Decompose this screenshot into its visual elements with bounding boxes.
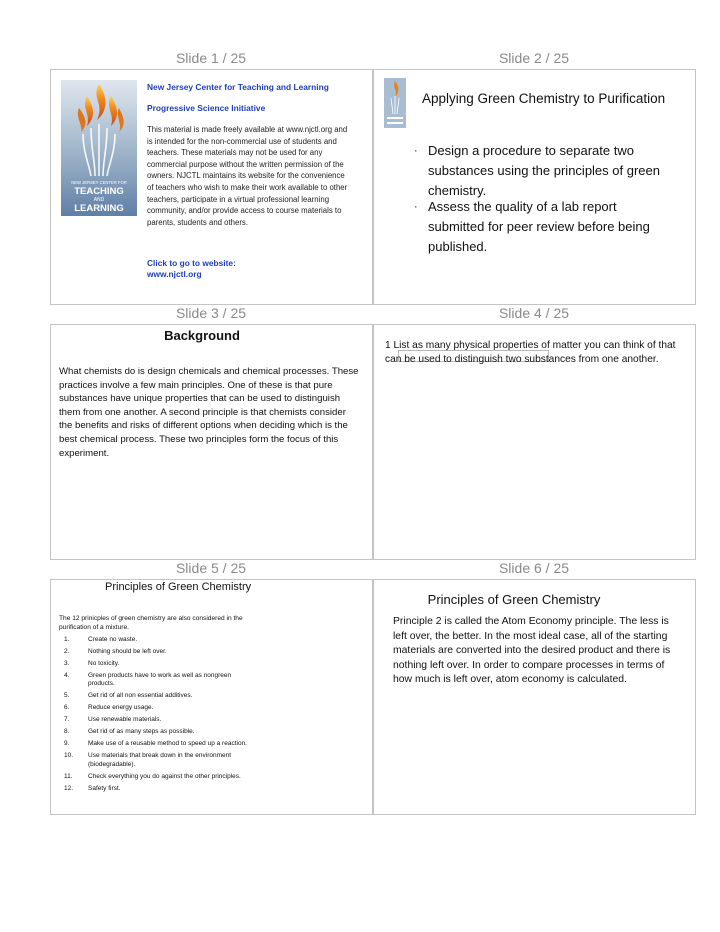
slide-3-title: Background: [164, 328, 240, 343]
background-paragraph: What chemists do is design chemicals and chemical processes. These practices involve a few main principles. One of these is that pure substances have unique properties that can be used to distinguish them from one another. A second principle is that chemists consider the benefits and risks of different options when deciding which is the best chemical process. These two principles form the focus of this experiment.: [59, 366, 359, 459]
logo-text-line-3: AND: [93, 197, 105, 203]
list-item: 8. Get rid of as many steps as possible.: [64, 728, 195, 736]
list-item: 4. Green products have to work as well as nongreen products.: [64, 672, 232, 688]
website-link-label[interactable]: Click to go to website:: [147, 258, 236, 268]
org-name: New Jersey Center for Teaching and Learning: [147, 82, 329, 92]
objective-bullet: [414, 141, 668, 201]
usage-notice: This material is made freely available at www.njctl.org and is intended for the non-commercial use of students and teachers. These materials may not be used for any commercial purpose without the written permission of the owners. NJCTL maintains its website for the convenience of teachers who wish to make their work available to other teachers, participate in a virtual professional learning community, and/or provide access to course materials to parents, students and others.: [147, 125, 348, 227]
list-item: 2. Nothing should be left over.: [64, 648, 167, 655]
logo-text-line-1: NEW JERSEY CENTER FOR: [71, 180, 127, 185]
slide-6-header: Slide 6 / 25: [498, 560, 570, 576]
list-item: 12. Safety first.: [64, 784, 121, 792]
list-item: 10. Use materials that break down in the environment (biodegradable).: [64, 752, 232, 768]
slide-2-title: Applying Green Chemistry to Purification: [422, 91, 666, 106]
slide-4[interactable]: [373, 324, 696, 560]
objective-text: Assess the quality of a lab report submitted for peer review before being published.: [428, 199, 650, 254]
slide-3[interactable]: [50, 324, 373, 560]
slide-4-header: Slide 4 / 25: [498, 305, 570, 321]
list-item: 11. Check everything you do against the other principles.: [64, 772, 241, 780]
bullet-icon: ·: [414, 201, 418, 213]
slide-5[interactable]: [50, 579, 373, 815]
list-item: 5. Get rid of all non essential additives.: [64, 692, 193, 700]
objective-bullet: [414, 197, 668, 257]
logo-text-line-4: LEARNING: [74, 203, 124, 214]
question-1: 1 List as many physical properties of matter you can think of that can be used to distinguish two substances from one another.: [385, 340, 676, 366]
slide-2[interactable]: [373, 69, 696, 305]
list-item: 7. Use renewable materials.: [64, 716, 162, 724]
objective-text: Design a procedure to separate two substances using the principles of green chemistry.: [428, 143, 660, 198]
atom-economy-paragraph: Principle 2 is called the Atom Economy principle. The less is left over, the better. In the most ideal case, all of the starting materials are converted into the desired product and there is nothing left over. In order to compare processes in terms of how much is left over, atom economy is calculated.: [393, 616, 671, 686]
list-item: 1. Create no waste.: [64, 636, 138, 643]
principles-list: [59, 636, 269, 793]
slide-2-header: Slide 2 / 25: [498, 50, 570, 66]
initiative-name: Progressive Science Initiative: [147, 103, 266, 113]
list-item: 3. No toxicity.: [64, 660, 120, 667]
slide-6[interactable]: [373, 579, 696, 815]
slide-6-title: Principles of Green Chemistry: [427, 592, 601, 607]
slide-5-header: Slide 5 / 25: [175, 560, 247, 576]
principles-intro: The 12 prinicples of green chemistry are also considered in the purification of a mixture.: [59, 615, 243, 631]
list-item: 6. Reduce energy usage.: [64, 704, 154, 712]
website-link[interactable]: www.njctl.org: [147, 269, 202, 279]
list-item: 9. Make use of a reusable method to speed up a reaction.: [64, 740, 247, 748]
njctl-logo: [61, 80, 137, 216]
slide-5-title: Principles of Green Chemistry: [105, 581, 252, 593]
logo-text-line-2: TEACHING: [74, 186, 124, 197]
bullet-icon: ·: [414, 145, 418, 157]
slide-2-logo-thumbnail: [384, 78, 406, 128]
slide-1-header: Slide 1 / 25: [175, 50, 247, 66]
slide-3-header: Slide 3 / 25: [175, 305, 247, 321]
slide-1[interactable]: [50, 69, 373, 305]
